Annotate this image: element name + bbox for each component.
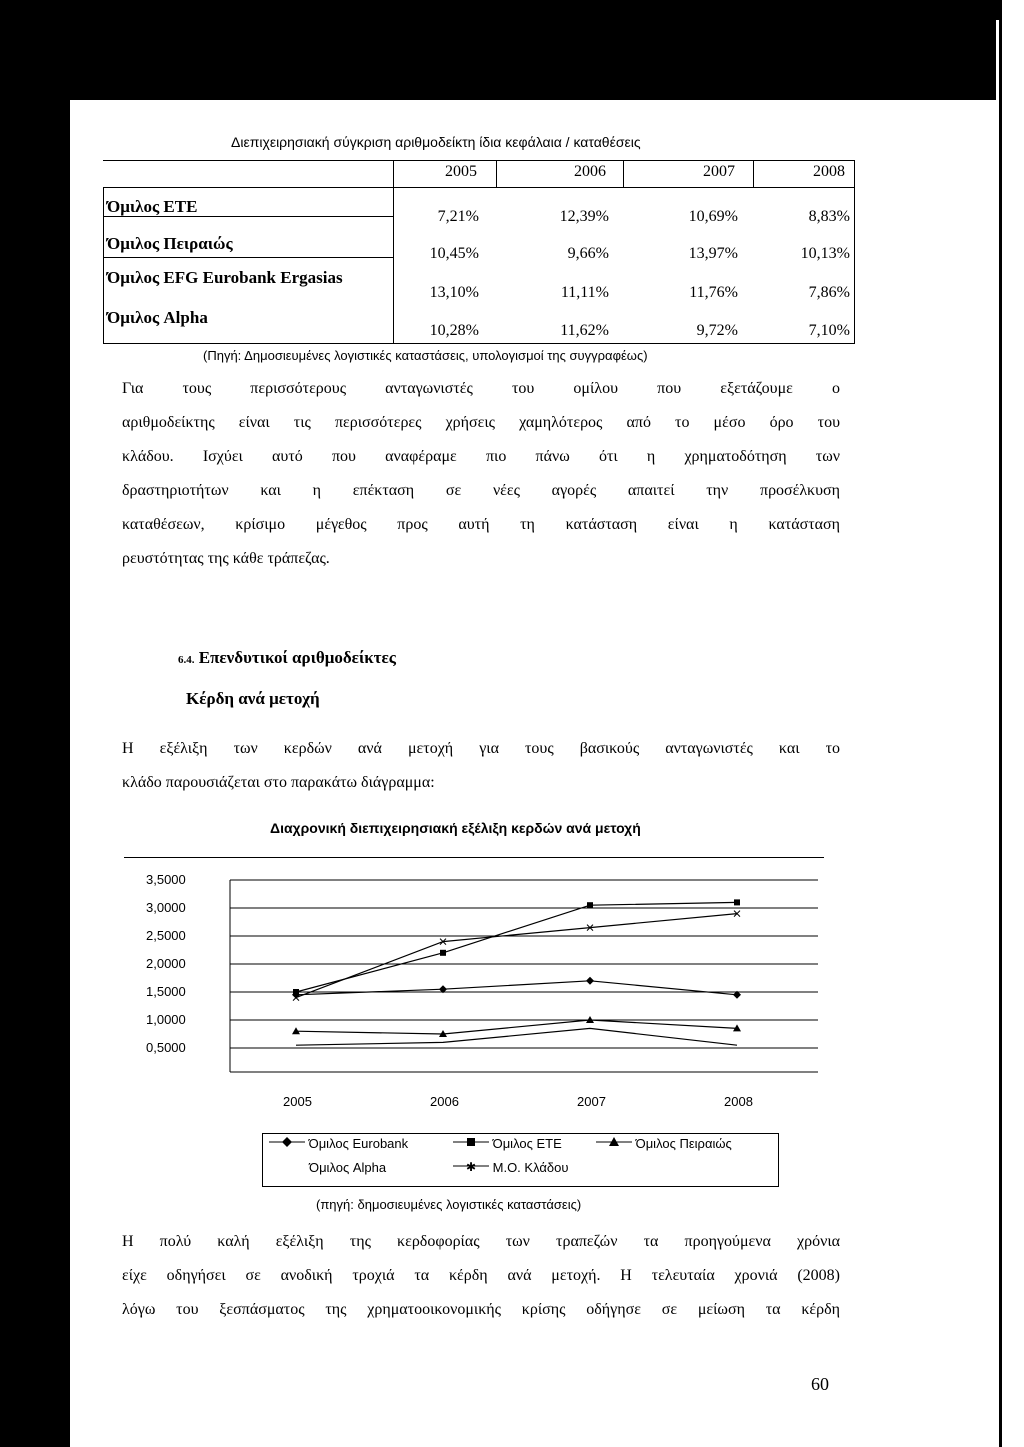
table-cell: 11,76% xyxy=(689,284,738,301)
legend-label: Όμιλος Alpha xyxy=(309,1160,387,1175)
table-cell: 11,62% xyxy=(560,322,609,339)
legend-item-eurobank xyxy=(269,1136,408,1151)
text-line: καταθέσεων, κρίσιμο μέγεθος προς αυτή τη κατάσταση είναι η κατάσταση xyxy=(122,516,840,533)
table-cell: 8,83% xyxy=(808,208,850,225)
row-label-piraeus: Όμιλος Πειραιώς xyxy=(107,234,233,253)
y-tick-label: 3,0000 xyxy=(146,900,186,915)
row-label-eurobank: Όμιλος EFG Eurobank Ergasias xyxy=(107,268,343,287)
table-cell: 7,21% xyxy=(437,208,479,225)
page-edge-strip xyxy=(1002,0,1024,1447)
y-tick-label: 3,5000 xyxy=(146,872,186,887)
text-line: δραστηριοτήτων και η επέκταση σε νέες αγορές απαιτεί την προσέλκυση xyxy=(122,482,840,499)
y-tick-label: 2,0000 xyxy=(146,956,186,971)
table-cell: 13,97% xyxy=(688,245,738,262)
table-cell: 7,10% xyxy=(808,322,850,339)
text-line: κλάδο παρουσιάζεται στο παρακάτω διάγραμμα: xyxy=(122,774,435,791)
legend-item-ete xyxy=(453,1136,562,1151)
y-tick-label: 1,0000 xyxy=(146,1012,186,1027)
paragraph-2 xyxy=(122,732,840,800)
legend-item-alpha xyxy=(309,1160,386,1175)
paragraph-3 xyxy=(122,1225,840,1327)
year-header-2007: 2007 xyxy=(703,163,735,180)
text-line: είχε οδηγήσει σε ανοδική τροχιά τα κέρδη ανά μετοχή. Η τελευταία χρονιά (2008) xyxy=(122,1267,840,1284)
series-line-3 xyxy=(296,1028,737,1045)
data-point xyxy=(587,902,593,908)
table-cell: 11,11% xyxy=(560,284,609,301)
ratio-table xyxy=(103,160,855,344)
text-line: κλάδου. Ισχύει αυτό που αναφέραμε πιο πάνω ότι η χρηματοδότηση των xyxy=(122,448,840,465)
page-edge-line xyxy=(996,20,999,1447)
table-cell: 10,28% xyxy=(429,322,479,339)
page-number: 60 xyxy=(811,1374,829,1394)
text-line: Η εξέλιξη των κερδών ανά μετοχή για τους βασικούς ανταγωνιστές και το xyxy=(122,740,840,757)
legend-item-average xyxy=(453,1160,568,1175)
legend-label: Όμιλος Eurobank xyxy=(308,1136,409,1151)
table-cell: 10,45% xyxy=(429,245,479,262)
year-header-2006: 2006 xyxy=(574,163,606,180)
x-tick-label: 2008 xyxy=(724,1094,753,1109)
data-point xyxy=(293,989,299,995)
section-number: 6.4. xyxy=(178,654,195,666)
chart-legend xyxy=(262,1133,779,1187)
triangle-marker-icon xyxy=(596,1136,632,1148)
y-tick-label: 1,5000 xyxy=(146,984,186,999)
table-title: Διεπιχειρησιακή σύγκριση αριθμοδείκτη ίδια κεφάλαια / καταθέσεις xyxy=(231,134,641,150)
text-line: Η πολύ καλή εξέλιξη της κερδοφορίας των τραπεζών τα προηγούμενα χρόνια xyxy=(122,1233,840,1250)
series-line-0 xyxy=(296,981,737,995)
x-tick-label: 2006 xyxy=(430,1094,459,1109)
chart-source: (πηγή: δημοσιευμένες λογιστικές καταστάσεις) xyxy=(316,1197,582,1212)
y-tick-label: 2,5000 xyxy=(146,928,186,943)
square-marker-icon xyxy=(453,1136,489,1148)
diamond-marker-icon xyxy=(269,1136,305,1148)
section-title: Επενδυτικοί αριθμοδείκτες xyxy=(198,648,396,667)
series-line-2 xyxy=(296,1020,737,1034)
section-heading xyxy=(178,648,396,668)
y-tick-label: 0,5000 xyxy=(146,1040,186,1055)
chart-title: Διαχρονική διεπιχειρησιακή εξέλιξη κερδών ανά μετοχή xyxy=(270,820,641,836)
text-line: αριθμοδείκτης είναι τις περισσότερες χρήσεις χαμηλότερος από το μέσο όρο του xyxy=(122,414,840,431)
legend-label: Μ.Ο. Κλάδου xyxy=(492,1160,569,1175)
subsection-heading: Κέρδη ανά μετοχή xyxy=(186,689,320,708)
data-point xyxy=(440,950,446,956)
line-chart-plot xyxy=(226,872,822,1082)
table-cell: 10,69% xyxy=(688,208,738,225)
text-line: ρευστότητας της κάθε τράπεζας. xyxy=(122,550,330,567)
table-cell: 13,10% xyxy=(429,284,479,301)
legend-item-piraeus xyxy=(596,1136,732,1151)
year-header-2005: 2005 xyxy=(445,163,477,180)
legend-label: Όμιλος Πειραιώς xyxy=(635,1136,732,1151)
data-point xyxy=(734,899,740,905)
table-cell: 12,39% xyxy=(559,208,609,225)
x-tick-label: 2007 xyxy=(577,1094,606,1109)
data-point xyxy=(586,977,594,985)
row-label-alpha: Όμιλος Alpha xyxy=(107,308,208,327)
series-line-1 xyxy=(296,902,737,992)
text-line: λόγω του ξεσπάσματος της χρηματοοικονομικής κρίσης οδήγησε σε μείωση τα κέρδη xyxy=(122,1301,840,1318)
svg-text:✱: ✱ xyxy=(466,1160,477,1172)
table-source: (Πηγή: Δημοσιευμένες λογιστικές καταστάσεις, υπολογισμοί της συγγραφέως) xyxy=(203,348,648,363)
row-label-ete: Όμιλος ΕΤΕ xyxy=(107,197,198,216)
star-marker-icon xyxy=(453,1160,489,1172)
table-cell: 9,72% xyxy=(696,322,738,339)
table-cell: 7,86% xyxy=(808,284,850,301)
table-cell: 10,13% xyxy=(800,245,850,262)
text-line: Για τους περισσότερους ανταγωνιστές του ομίλου που εξετάζουμε ο xyxy=(122,380,840,397)
table-cell: 9,66% xyxy=(567,245,609,262)
year-header-2008: 2008 xyxy=(813,163,845,180)
paragraph-1 xyxy=(122,372,840,576)
legend-label: Όμιλος ΕΤΕ xyxy=(492,1136,562,1151)
x-tick-label: 2005 xyxy=(283,1094,312,1109)
